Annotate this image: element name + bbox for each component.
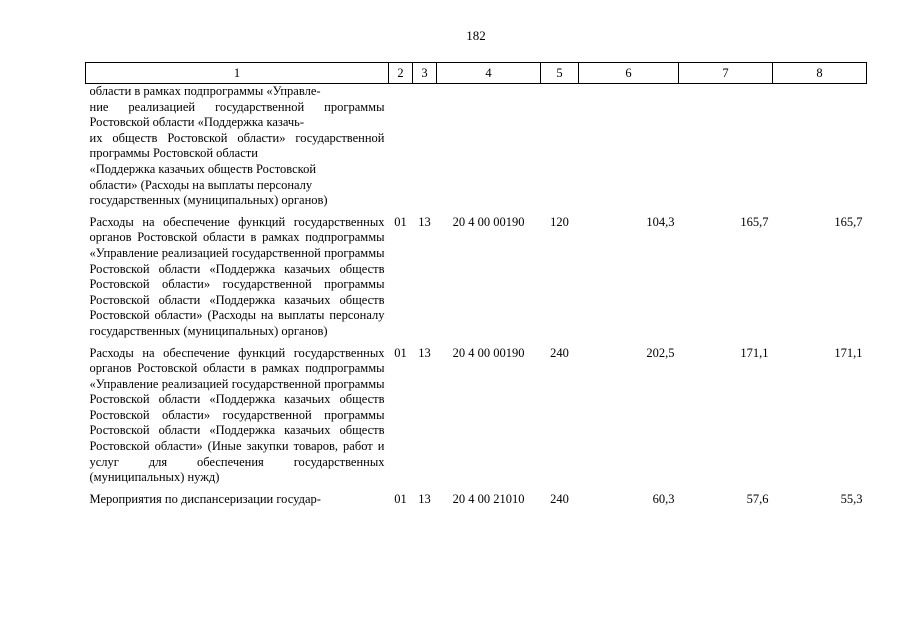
- cell-subsection: 13: [418, 214, 431, 229]
- description-line: государственных (муниципальных) органов): [89, 193, 328, 208]
- header-row: [86, 63, 867, 84]
- column-header-3: 3: [413, 63, 437, 84]
- cell-expense-type: 120: [550, 214, 569, 229]
- budget-table: [85, 62, 867, 513]
- cell-amount-2: 57,6: [746, 491, 769, 506]
- cell-subsection: 13: [418, 491, 431, 506]
- cell-amount-1: 104,3: [646, 214, 675, 229]
- description-line: их обществ Ростовской области» государственной программы Ростовской области: [89, 130, 385, 161]
- cell-expense-type: [541, 84, 579, 215]
- cell-target-code: [437, 84, 541, 215]
- cell-expense-type: 240: [550, 491, 569, 506]
- cell-target-code: 20 4 00 00190: [452, 214, 525, 229]
- column-header-4: 4: [437, 63, 541, 84]
- cell-amount-1: [579, 84, 679, 215]
- row-description: [86, 84, 389, 215]
- description-line: «Поддержка казачьих обществ Ростовской: [89, 161, 317, 176]
- row-description: Расходы на обеспечение функций государственных органов Ростовской области в рамках подпрограммы «Управление реализацией государственной программы Ростовской области «Поддержка казачьих обществ Ростовской области» государственной программы Ростовской области «Поддержка казачьих обществ Ростовской области» (Расходы на выплаты персоналу государственных (муниципальных) органов): [89, 214, 385, 338]
- column-header-8: 8: [773, 63, 867, 84]
- cell-amount-3: [773, 84, 867, 215]
- cell-amount-1: 60,3: [652, 491, 675, 506]
- cell-section: 01: [394, 491, 407, 506]
- column-header-5: 5: [541, 63, 579, 84]
- table-row: [86, 84, 867, 215]
- page-number: 182: [466, 28, 486, 43]
- table-row: [86, 492, 867, 514]
- cell-amount-2: 165,7: [740, 214, 769, 229]
- column-header-1: 1: [86, 63, 389, 84]
- cell-section: 01: [394, 345, 407, 360]
- cell-amount-2: 171,1: [740, 345, 769, 360]
- cell-amount-3: 55,3: [840, 491, 863, 506]
- cell-section: 01: [394, 214, 407, 229]
- cell-target-code: 20 4 00 21010: [452, 491, 525, 506]
- column-header-2: 2: [389, 63, 413, 84]
- table-row: [86, 215, 867, 346]
- cell-amount-2: [679, 84, 773, 215]
- cell-section: [389, 84, 413, 215]
- cell-amount-1: 202,5: [646, 345, 675, 360]
- cell-amount-3: 171,1: [834, 345, 863, 360]
- cell-subsection: [413, 84, 437, 215]
- cell-subsection: 13: [418, 345, 431, 360]
- column-header-7: 7: [679, 63, 773, 84]
- table-row: [86, 346, 867, 492]
- description-line: области в рамках подпрограммы «Управле-: [89, 84, 321, 98]
- cell-amount-3: 165,7: [834, 214, 863, 229]
- row-description: Расходы на обеспечение функций государственных органов Ростовской области в рамках подпрограммы «Управление реализацией государственной программы Ростовской области «Поддержка казачьих обществ Ростовской области» государственной программы Ростовской области «Поддержка казачьих обществ Ростовской области» (Иные закупки товаров, работ и услуг для обеспечения государственных (муниципальных) нужд): [89, 345, 385, 485]
- row-description: Мероприятия по диспансеризации государ-: [89, 491, 321, 506]
- column-header-6: 6: [579, 63, 679, 84]
- description-line: области» (Расходы на выплаты персоналу: [89, 177, 313, 192]
- description-line: ние реализацией государственной программы Ростовской области «Поддержка казачь-: [89, 99, 385, 130]
- cell-expense-type: 240: [550, 345, 569, 360]
- cell-target-code: 20 4 00 00190: [452, 345, 525, 360]
